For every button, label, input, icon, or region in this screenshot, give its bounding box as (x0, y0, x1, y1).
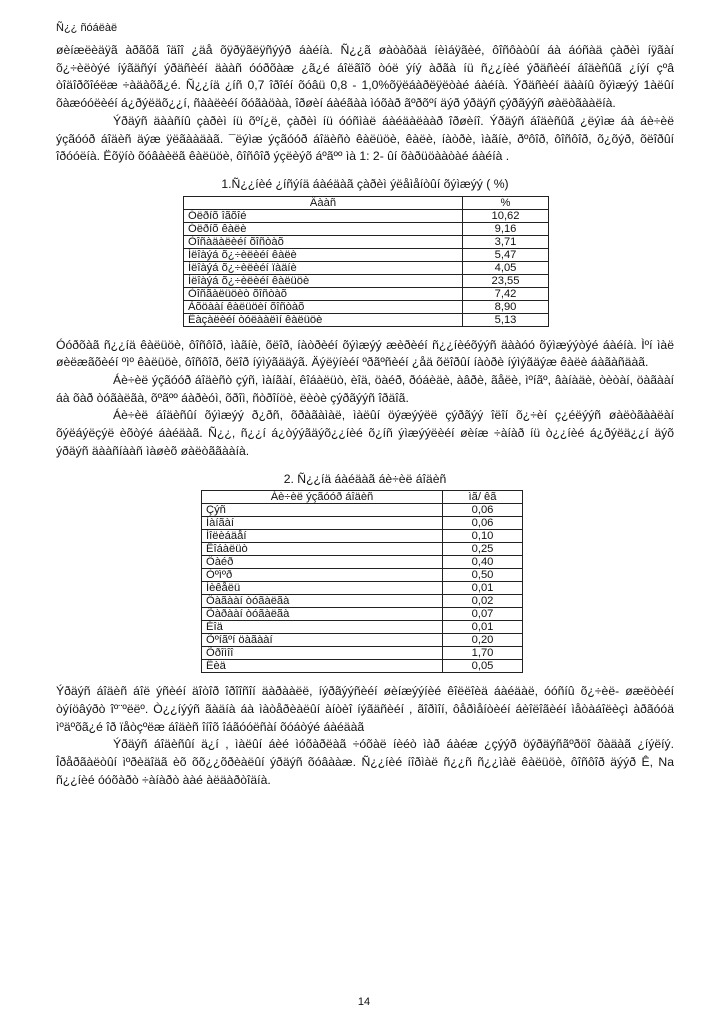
table2-cell-name: Õàðààí òóãàëãà (202, 608, 443, 621)
table-row (202, 647, 523, 660)
table1-cell-name: Ëàçàëèéí òóëààëìí êàëüöè (184, 313, 463, 326)
table-row (202, 660, 523, 673)
table-row (202, 543, 523, 556)
table1-cell-name: Íëîàýá õ¿÷èëèéí êàëüöè (184, 274, 463, 287)
table2-cell-name: Êîáàëüò (202, 543, 443, 556)
table2-cell-value: 0,40 (443, 556, 523, 569)
paragraph-middle-2: Áè÷èë ýçãóóð áîäèñò çýñ, ìàíãàí, êîáàëüò, èîä, öàéð, ðóáèäè, àâðè, ãåëè, ìºíãº, âàíàäè, òèòàí, öàãààí áà õàð òóãàëãà, õºãºº áàðèóì, õðîì, ñòðîíöè, ëèòè çýðãýýñ îðäîã. (56, 373, 674, 405)
table1-cell-name: Íëîàýá õ¿÷èëèéí êàëè (184, 248, 463, 261)
table2-header-row (202, 491, 523, 504)
table1-cell-name: Óëðíõ îãõîé (184, 209, 463, 222)
document-page (56, 20, 674, 789)
table1-header-percent: % (463, 196, 549, 209)
table2-cell-value: 0,06 (443, 517, 523, 530)
table1-cell-name: Íëîàýá õ¿÷èëèéí ïàäíè (184, 261, 463, 274)
table-row (184, 248, 549, 261)
table2-cell-value: 0,05 (443, 660, 523, 673)
table1-cell-name: Òîñàäàëèéí õîñòàõ (184, 235, 463, 248)
page-number: 14 (357, 996, 371, 1008)
table1-cell-name: Òîñãàëüöèò õîñòàõ (184, 287, 463, 300)
table2-cell-name: Ìîëèáäåí (202, 530, 443, 543)
table-row (202, 530, 523, 543)
table-row (202, 634, 523, 647)
table2-cell-value: 1,70 (443, 647, 523, 660)
table-row (202, 556, 523, 569)
table2-cell-name: Öàéð (202, 556, 443, 569)
table-row (184, 313, 549, 326)
table2-trace-elements (201, 490, 523, 673)
table-row (202, 608, 523, 621)
table1-cell-name: Àõöààí êàëüöèí õîñòàõ (184, 300, 463, 313)
table2-cell-name: Çýñ (202, 504, 443, 517)
paragraph-middle-1: Óóðõàã ñ¿¿íä êàëüöè, ôîñôîð, ìàãíè, õëîð, íàòðèéí õýìæýý æèðèéí ñ¿¿íèéõýýñ äààóó õýìæýýòýé áàéíà. Ìºí ìàë øèëæãõèéí ºìº êàëüöè, ôîñôîð, õëîð íýìýãääýã. Äýëÿíèéí ºðãºñèéí ¿åä õëîðûí íàòðè íýìýãäýæ êàëè áàãàñäàã. (56, 337, 674, 370)
table2-cell-value: 0,20 (443, 634, 523, 647)
paragraph-end-1: Ýðäýñ áîäèñ áîë ýñèéí äîòîð îðîîñîí äàðààëë, íýðãýýñèéí øèíæýýíèé êîëëîèä áàéäàë, óóñíû õ¿÷èë- øæëòèéí òýíöâýðò îº¨ºëëº. Ò¿¿íýýñ ãàäíà áà ìàòåðèàëûí àíòèî íýãäñèéí , ãîðìîí, ôåðìåíòèéí áèîëîãèéí ìåòàáîëèçì àðãóóä ìºäºõã¿é îð ïåòçºëæ áîäèñ îíîõ îáãóóëñàí õóáòýé áàéäàã (56, 684, 674, 734)
table2-cell-name: Õðîìîî (202, 647, 443, 660)
table1-cell-value: 4,05 (463, 261, 549, 274)
table2-cell-name: Ìàíãàí (202, 517, 443, 530)
table1-cell-name: Óëðíõ êàëè (184, 222, 463, 235)
table2-cell-value: 0,50 (443, 569, 523, 582)
table-row (202, 569, 523, 582)
table-row (202, 504, 523, 517)
table1-elements (183, 196, 549, 327)
table-row (184, 261, 549, 274)
table2-cell-name: Õºíãºí öàãààí (202, 634, 443, 647)
table-row (202, 582, 523, 595)
table1-cell-value: 8,90 (463, 300, 549, 313)
table2-header-name: Áè÷èë ýçãóóð áîäèñ (202, 491, 443, 504)
table-row (184, 274, 549, 287)
table2-cell-value: 0,06 (443, 504, 523, 517)
table2-cell-value: 0,01 (443, 582, 523, 595)
table-row (184, 235, 549, 248)
table-row (202, 517, 523, 530)
table-row (202, 621, 523, 634)
table2-cell-name: Öàãààí òóãàëãà (202, 595, 443, 608)
table2-cell-value: 0,25 (443, 543, 523, 556)
table-row (184, 287, 549, 300)
table1-cell-value: 7,42 (463, 287, 549, 300)
table1-caption: 1.Ñ¿¿íèé ¿íñýíä áàéäàã çàðèì ýëåìåíòûí õýìæýý ( %) (221, 176, 509, 191)
table-row (202, 595, 523, 608)
table1-cell-value: 5,47 (463, 248, 549, 261)
table1-cell-value: 9,16 (463, 222, 549, 235)
table2-cell-value: 0,02 (443, 595, 523, 608)
table2-caption: 2. Ñ¿¿íä áàéäàã áè÷èë áîäèñ (283, 471, 447, 486)
table2-cell-value: 0,07 (443, 608, 523, 621)
table1-cell-value: 3,71 (463, 235, 549, 248)
table1-cell-value: 23,55 (463, 274, 549, 287)
table1-cell-value: 5,13 (463, 313, 549, 326)
paragraph-end-2: Ýðäýñ áîäèñûí ä¿í , ìàëûí áèé ìóõàðëàã ÷óõàë íèéò ìàð áàéæ ¿çýýð öýðäýñãºðöî õàäàã ¿íýëíý. Îðåðãàëòûí ìºðèäîäã èõ õõ¿¿õðèàëûí ýðäýñ õóâààæ. Ñ¿¿íèé íîðìàë ñ¿¿ñ ñ¿¿ìàë êàëüöè, ôîñôîð äýýð Ê, Na ñ¿¿íèé óóõàðò ÷àíàðò ààé àëäàðòîäíà. (56, 737, 674, 787)
table2-cell-name: Ëèä (202, 660, 443, 673)
table1-cell-value: 10,62 (463, 209, 549, 222)
table2-cell-name: Òºìºð (202, 569, 443, 582)
table1-header-name: Äààñ (184, 196, 463, 209)
table1-header-row (184, 196, 549, 209)
table-row (184, 222, 549, 235)
running-head: Ñ¿¿ ñóáëàë (56, 22, 118, 34)
table-row (184, 300, 549, 313)
table2-cell-name: Íèêåëü (202, 582, 443, 595)
table-row (184, 209, 549, 222)
paragraph-intro-2: Ýðäýñ äààñíû çàðèì íü õºí¿ë, çàðèì íü óóñìàë áàéäàëààð îðøèíî. Ýðäýñ áîäèñûã ¿ëýìæ áà áè÷èë ýçãóóð áîäèñ äýæ ÿëãààäàã. ¯ëýìæ ýçãóóð áîäèñò êàëüöè, êàëè, íàòðè, ìàãíè, ðºôîð, ôîñôîð, õ¿õýð, õëîðûí îðóóëíà. Ëõÿíò õóâàèëã êàëüöè, ôîñôîð ýçëèýõ áºãºº ìà 1: 2- ûí õàðüöààòàé áàéíà . (56, 113, 674, 164)
table2-cell-name: Èîä (202, 621, 443, 634)
paragraph-middle-3: Áè÷èë áîäèñûí õýìæýý ð¿ðñ, õðàãàìàë, ìàëûí öýæýýëë çýðãýý îëîí õ¿÷èí ç¿éëýýñ øàëòãààëàí õýëáýëçýë èõòýé áàéäàã. Ñ¿¿, ñ¿¿í á¿òýýãäýõ¿¿íèé õ¿íñ ýìæýýëèéí øèíæ ÷àíàð íü ò¿¿íèé á¿ðýëä¿¿í äýõ ýðäýñ äààñíààñ ìàøèõ øàëòããààíà. (56, 408, 674, 458)
paragraph-intro-1: øèíæëèäÿã àðãõã îäîî ¿äå õÿðÿãëÿñýýð áàéíà. Ñ¿¿ã øàòàõàä íèìáÿãèé, ôîñôàòûí áà áóñàä çàðèì íÿãàí õ¿÷èëòýé íýãäñýí ýðäñèéí äààñ óóðõàæ ¿ã¿é áîëãîõ òóë ýíý àðãà íü ñ¿¿íèé ýðäñèéí áîäèñûã ¿íýí çºâ òîäîðõîéëæ ÷àäàõã¿é. Ñ¿¿íä ¿íñ 0,7 îðîéí õóâü 0,8 - 1,0%õÿëáàðëÿëòàé áàéíà. Ýðäñèéí äààíû õýìæýý 1àëûí õàæóóëèéí á¿ðýëäõ¿¿í, ñààëèéí õóãàöàà, îðøèí áàéãàà ìóõàð ãºðõºí äýð ýðäýñ çýðãýýñ øàëòãààëíà. (56, 43, 674, 111)
table2-header-unit: ìã/ êã (443, 491, 523, 504)
table2-cell-value: 0,01 (443, 621, 523, 634)
table2-cell-value: 0,10 (443, 530, 523, 543)
